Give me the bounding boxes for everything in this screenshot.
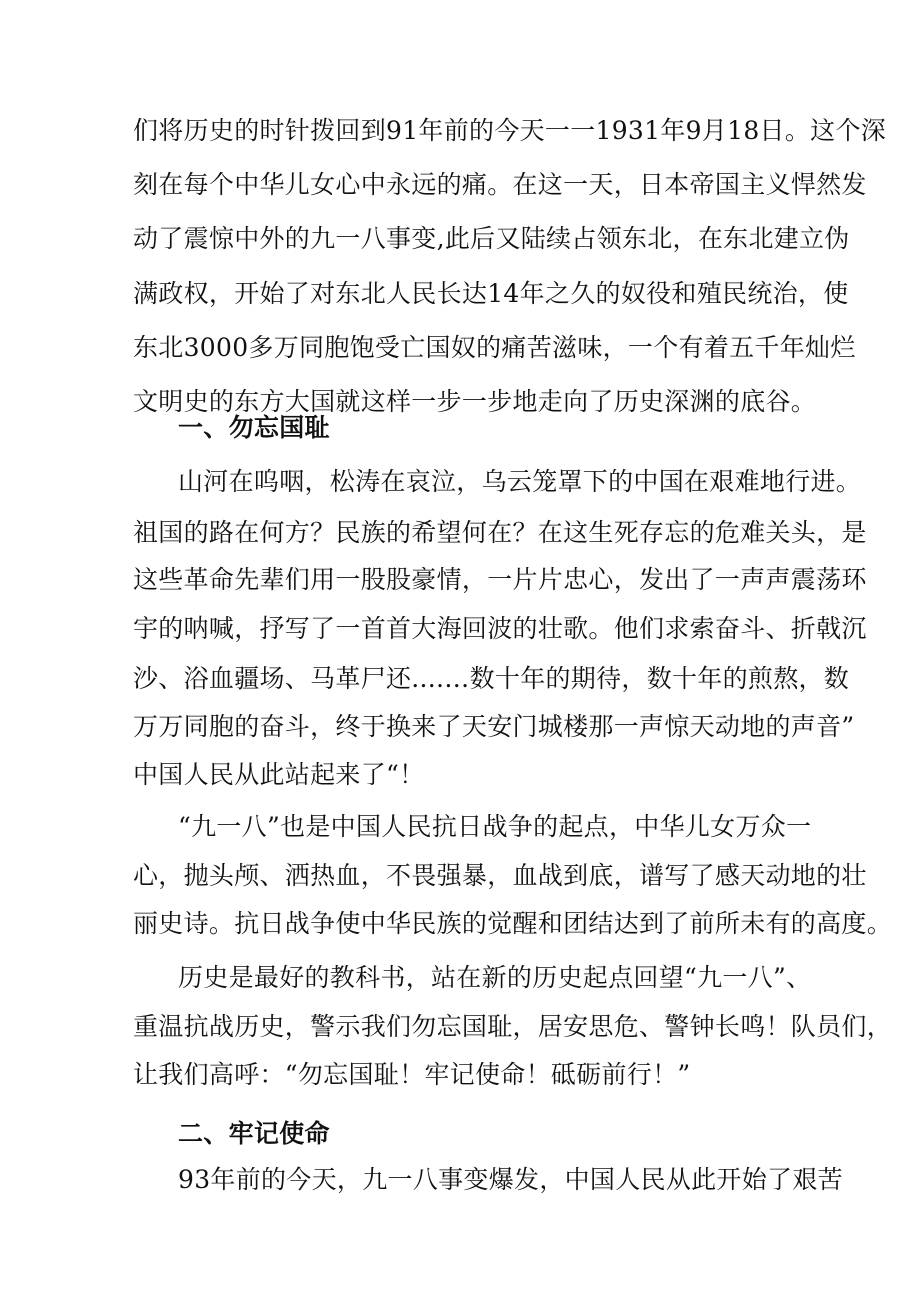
intro-line: 刻在每个中华儿女心中永远的痛。在这一天，日本帝国主义悍然发: [133, 170, 867, 199]
section-heading: 二、牢记使命: [178, 1119, 330, 1148]
paragraph-line: 沙、浴血疆场、马革尸还....…数十年的期待，数十年的煎熬，数: [133, 664, 850, 693]
paragraph-line: 祖国的路在何方？民族的希望何在？在这生死存忘的危难关头，是: [133, 518, 867, 547]
paragraph-line: 这些革命先辈们用一股股豪情，一片片忠心，发出了一声声震荡环: [133, 565, 867, 594]
paragraph-line: “九一八”也是中国人民抗日战争的起点，中华儿女万众一: [178, 812, 812, 841]
section-heading: 一、勿忘国耻: [178, 413, 330, 442]
intro-line: 动了震惊中外的九一八事变,此后又陆续占领东北，在东北建立伪: [133, 224, 850, 253]
intro-line: 东北3000多万同胞饱受亡国奴的痛苦滋味，一个有着五千年灿烂: [133, 333, 856, 362]
intro-line: 满政权，开始了对东北人民长达14年之久的奴役和殖民统治，使: [133, 279, 849, 308]
paragraph-line: 让我们高呼：“勿忘国耻！牢记使命！砥砺前行！”: [133, 1060, 691, 1089]
paragraph-line: 山河在呜咽，松涛在哀泣，乌云笼罩下的中国在艰难地行进。: [178, 467, 862, 496]
paragraph-line: 中国人民从此站起来了“！: [133, 760, 425, 789]
paragraph-line: 93年前的今天，九一八事变爆发，中国人民从此开始了艰苦: [178, 1165, 843, 1194]
paragraph-line: 丽史诗。抗日战争使中华民族的觉醒和团结达到了前所未有的高度。: [133, 909, 893, 938]
intro-line: 文明史的东方大国就这样一步一步地走向了历史深渊的底谷。: [133, 387, 817, 416]
paragraph-line: 心，抛头颅、洒热血，不畏强暴，血战到底，谱写了感天动地的壮: [133, 861, 867, 890]
paragraph-line: 万万同胞的奋斗，终于换来了天安门城楼那一声惊天动地的声音”: [133, 712, 855, 741]
paragraph-line: 历史是最好的教科书，站在新的历史起点回望“九一八”、: [178, 963, 812, 992]
paragraph-line: 宇的呐喊，抒写了一首首大海回波的壮歌。他们求索奋斗、折戟沉: [133, 614, 867, 643]
paragraph-line: 重温抗战历史，警示我们勿忘国耻，居安思危、警钟长鸣！队员们，: [133, 1012, 893, 1041]
intro-line: 们将历史的时针拨回到91年前的今天一一1931年9月18日。这个深: [133, 116, 887, 145]
